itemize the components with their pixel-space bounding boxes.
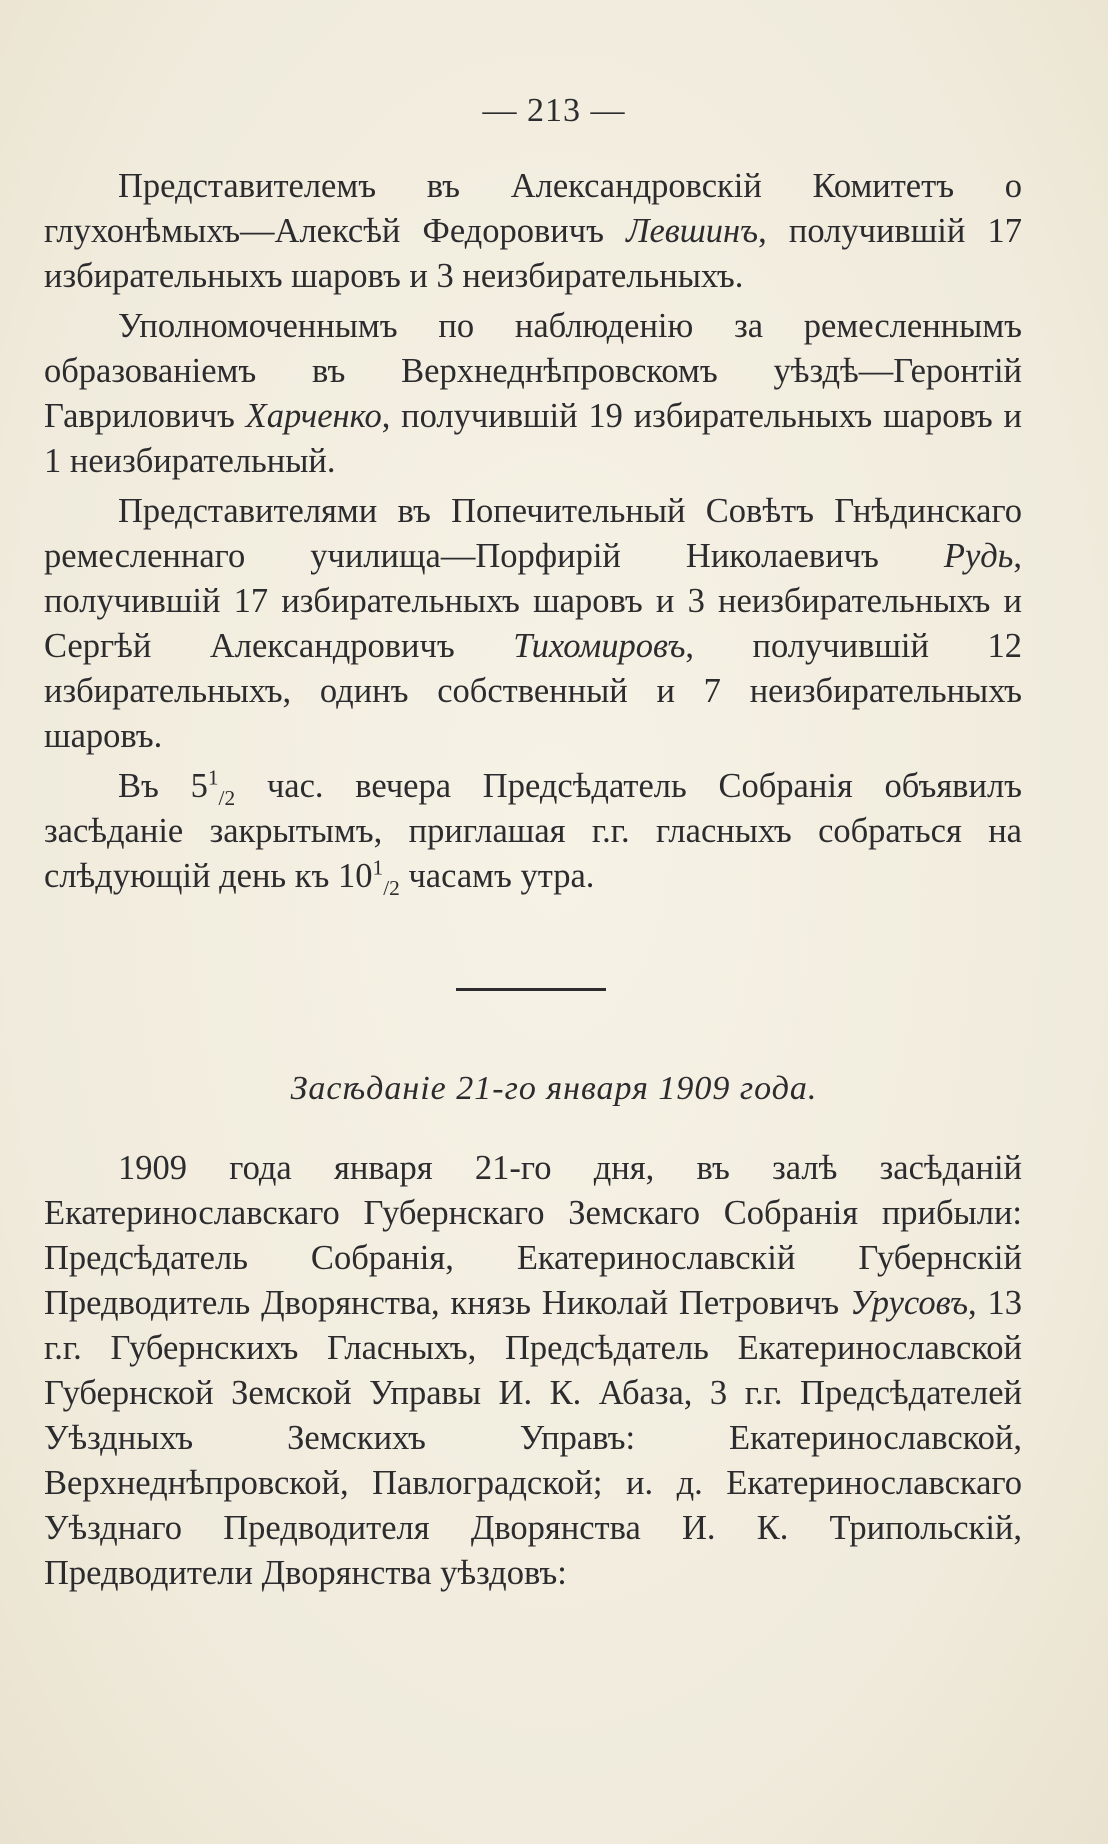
- section-heading: Засѣданіе 21-го января 1909 года.: [290, 1070, 818, 1107]
- section-divider: [456, 988, 606, 991]
- text-run: , получившій 12 избирательныхъ, одинъ собственный и 7 неизбирательныхъ шаровъ.: [44, 627, 1022, 755]
- text-run: 1909 года января 21-го дня, въ залѣ засѣданій Екатеринославскаго Губернскаго Земскаго Собранія прибыли: Предсѣдатель Собранія, Екатеринославскій Губернскій Предводитель Дворянства, князь Николай Петровичъ: [44, 1149, 1022, 1322]
- surname: Урусовъ: [849, 1284, 969, 1322]
- paragraph-kharchenko: [44, 304, 1022, 484]
- text-block-bottom: [44, 1146, 1022, 1596]
- page-number: — 213 —: [482, 92, 626, 129]
- text-run: Въ 5: [118, 767, 208, 805]
- text-block-top: [44, 164, 1022, 899]
- fraction-numerator: 1: [372, 855, 384, 880]
- surname: Харченко: [245, 397, 382, 435]
- text-run: час. вечера Предсѣдатель Собранія объявилъ засѣданіе закрытымъ, приглашая г.г. гласныхъ собраться на слѣдующій день къ 10: [44, 767, 1022, 895]
- text-run: Уполномоченнымъ по наблюденію за ремесленнымъ образованіемъ въ Верхнеднѣпровскомъ уѣздѣ—Геронтій Гавриловичъ: [44, 307, 1022, 435]
- paragraph-meeting-closed: [44, 764, 1022, 899]
- text-run: , 13 г.г. Губернскихъ Гласныхъ, Предсѣдатель Екатеринославской Губернской Земской Управы И. К. Абаза, 3 г.г. Предсѣдателей Уѣздныхъ Земскихъ Управъ: Екатеринославской, Верхнеднѣпровской, Павлоградской; и. д. Екатеринославскаго Уѣзднаго Предводителя Дворянства И. К. Трипольскій, Предводители Дворянства уѣздовъ:: [44, 1284, 1023, 1592]
- text-run: , получившій 17 избирательныхъ шаровъ и 3 неизбирательныхъ.: [44, 212, 1022, 295]
- text-run: , получившій 19 избирательныхъ шаровъ и 1 неизбирательный.: [44, 397, 1022, 480]
- text-run: Представителями въ Попечительный Совѣтъ Гнѣдинскаго ремесленнаго училища—Порфирій Николаевичъ: [44, 492, 1022, 575]
- paragraph-levshin: [44, 164, 1022, 299]
- text-run: часамъ утра.: [399, 857, 595, 895]
- text-run: Представителемъ въ Александровскій Комитетъ о глухонѣмыхъ—Алексѣй Федоровичъ: [44, 167, 1022, 250]
- paragraph-attendance: [44, 1146, 1022, 1596]
- text-run: , получившій 17 избирательныхъ шаровъ и 3 неизбирательныхъ и Сергѣй Александровичъ: [44, 537, 1022, 665]
- surname: Левшинъ: [626, 212, 759, 250]
- surname: Рудь: [943, 537, 1014, 575]
- fraction-numerator: 1: [207, 765, 219, 790]
- fraction-denominator: /2: [383, 875, 400, 900]
- surname: Тихомировъ: [513, 627, 686, 665]
- paragraph-rud-tikhomirov: [44, 489, 1022, 759]
- fraction-denominator: /2: [218, 785, 236, 810]
